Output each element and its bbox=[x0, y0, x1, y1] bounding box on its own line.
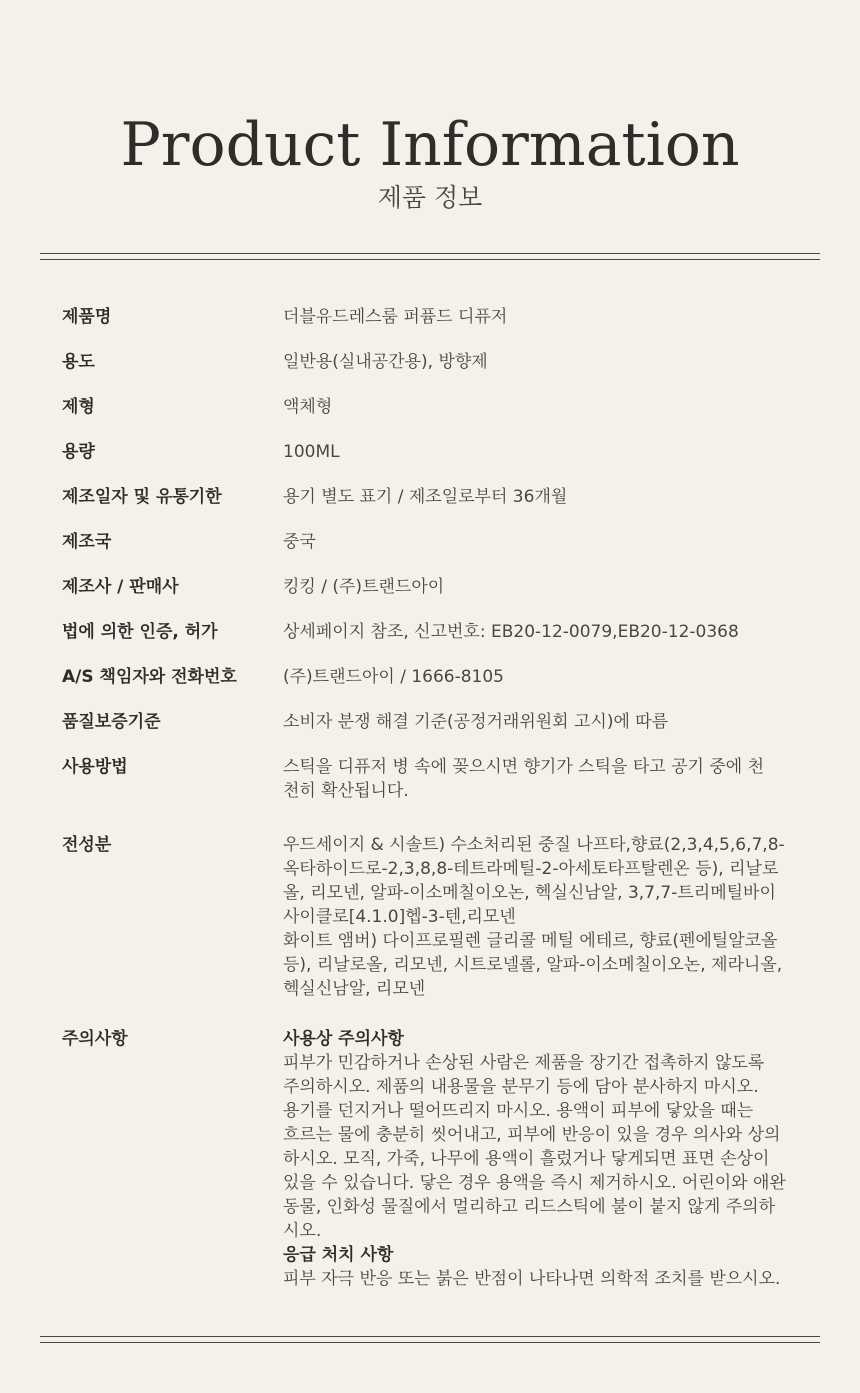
row-value: 액체형 bbox=[283, 397, 333, 417]
usage-caution-heading: 사용상 주의사항 bbox=[283, 1029, 404, 1049]
caution-line: 용기를 던지거나 떨어뜨리지 마시오. 용액이 피부에 닿았을 때는 bbox=[283, 1101, 754, 1121]
row-label: 전성분 bbox=[62, 835, 112, 855]
row-value: 용기 별도 표기 / 제조일로부터 36개월 bbox=[283, 487, 568, 507]
ingredient-line: 올, 리모넨, 알파-이소메칠이오논, 헥실신남알, 3,7,7-트리메틸바이 bbox=[283, 883, 776, 903]
ingredient-line: 옥타하이드로-2,3,8,8-테트라메틸-2-아세토타프탈렌온 등), 리날로 bbox=[283, 859, 779, 879]
row-label: 제조일자 및 유통기한 bbox=[62, 487, 222, 507]
row-value: 킹킹 / (주)트랜드아이 bbox=[283, 577, 445, 597]
row-label: 제조국 bbox=[62, 532, 112, 552]
row-label: 용도 bbox=[62, 352, 95, 372]
row-value: 일반용(실내공간용), 방향제 bbox=[283, 352, 488, 372]
bottom-divider-1 bbox=[40, 1336, 820, 1337]
row-as-contact bbox=[62, 665, 822, 690]
row-volume bbox=[62, 440, 822, 465]
caution-line: 시오. bbox=[283, 1221, 322, 1241]
row-manufacturer bbox=[62, 575, 822, 600]
row-label: A/S 책임자와 전화번호 bbox=[62, 667, 237, 687]
info-table bbox=[62, 305, 822, 1311]
caution-line: 있을 수 있습니다. 닿은 경우 용액을 즉시 제거하시오. 어린이와 애완 bbox=[283, 1173, 786, 1193]
row-country bbox=[62, 530, 822, 555]
row-product-name bbox=[62, 305, 822, 330]
page-title: Product Information bbox=[120, 110, 740, 180]
caution-line: 주의하시오. 제품의 내용물을 분무기 등에 담아 분사하지 마시오. bbox=[283, 1077, 759, 1097]
cautions-text bbox=[283, 1027, 808, 1291]
bottom-divider-2 bbox=[40, 1342, 820, 1343]
ingredient-line: 등), 리날로올, 리모넨, 시트로넬롤, 알파-이소메칠이오논, 제라니올, bbox=[283, 955, 783, 975]
ingredient-line: 화이트 앰버) 다이프로필렌 글리콜 메틸 에테르, 향료(펜에틸알코올 bbox=[283, 931, 778, 951]
row-expiry bbox=[62, 485, 822, 510]
caution-line: 흐르는 물에 충분히 씻어내고, 피부에 반응이 있을 경우 의사와 상의 bbox=[283, 1125, 781, 1145]
row-label: 제조사 / 판매사 bbox=[62, 577, 179, 597]
row-label: 제형 bbox=[62, 397, 95, 417]
emergency-line: 피부 자극 반응 또는 붉은 반점이 나타나면 의학적 조치를 받으시오. bbox=[283, 1269, 781, 1289]
row-certification bbox=[62, 620, 822, 645]
row-value: 100ML bbox=[283, 442, 340, 462]
row-label: 주의사항 bbox=[62, 1029, 128, 1049]
caution-line: 피부가 민감하거나 손상된 사람은 제품을 장기간 접촉하지 않도록 bbox=[283, 1053, 765, 1073]
row-value: 소비자 분쟁 해결 기준(공정거래위원회 고시)에 따름 bbox=[283, 712, 669, 732]
ingredients-text bbox=[283, 833, 808, 1001]
emergency-heading: 응급 처치 사항 bbox=[283, 1245, 394, 1265]
ingredient-line: 사이클로[4.1.0]헵-3-텐,리모넨 bbox=[283, 907, 516, 927]
row-cautions bbox=[62, 1027, 822, 1291]
top-divider-1 bbox=[40, 253, 820, 254]
row-label: 법에 의한 인증, 허가 bbox=[62, 622, 218, 642]
row-value: 스틱을 디퓨저 병 속에 꽂으시면 향기가 스틱을 타고 공기 중에 천천히 확산됩니다. bbox=[283, 757, 765, 801]
page-subtitle: 제품 정보 bbox=[377, 183, 483, 212]
row-how-to-use bbox=[62, 755, 822, 803]
top-divider-2 bbox=[40, 259, 820, 260]
row-ingredients bbox=[62, 833, 822, 1001]
row-label: 제품명 bbox=[62, 307, 112, 327]
caution-line: 하시오. 모직, 가죽, 나무에 용액이 흘렀거나 닿게되면 표면 손상이 bbox=[283, 1149, 770, 1169]
row-label: 사용방법 bbox=[62, 757, 128, 777]
row-quality bbox=[62, 710, 822, 735]
row-value: 더블유드레스룸 퍼퓸드 디퓨저 bbox=[283, 307, 508, 327]
row-usage bbox=[62, 350, 822, 375]
ingredient-line: 헥실신남알, 리모넨 bbox=[283, 979, 426, 999]
row-value: 중국 bbox=[283, 532, 316, 552]
ingredient-line: 우드세이지 & 시솔트) 수소처리된 중질 나프타,향료(2,3,4,5,6,7,8- bbox=[283, 835, 785, 855]
row-value: 상세페이지 참조, 신고번호: EB20-12-0079,EB20-12-0368 bbox=[283, 622, 739, 642]
row-label: 품질보증기준 bbox=[62, 712, 161, 732]
caution-line: 동물, 인화성 물질에서 멀리하고 리드스틱에 불이 붙지 않게 주의하 bbox=[283, 1197, 776, 1217]
row-label: 용량 bbox=[62, 442, 95, 462]
row-value: (주)트랜드아이 / 1666-8105 bbox=[283, 667, 504, 687]
row-form bbox=[62, 395, 822, 420]
